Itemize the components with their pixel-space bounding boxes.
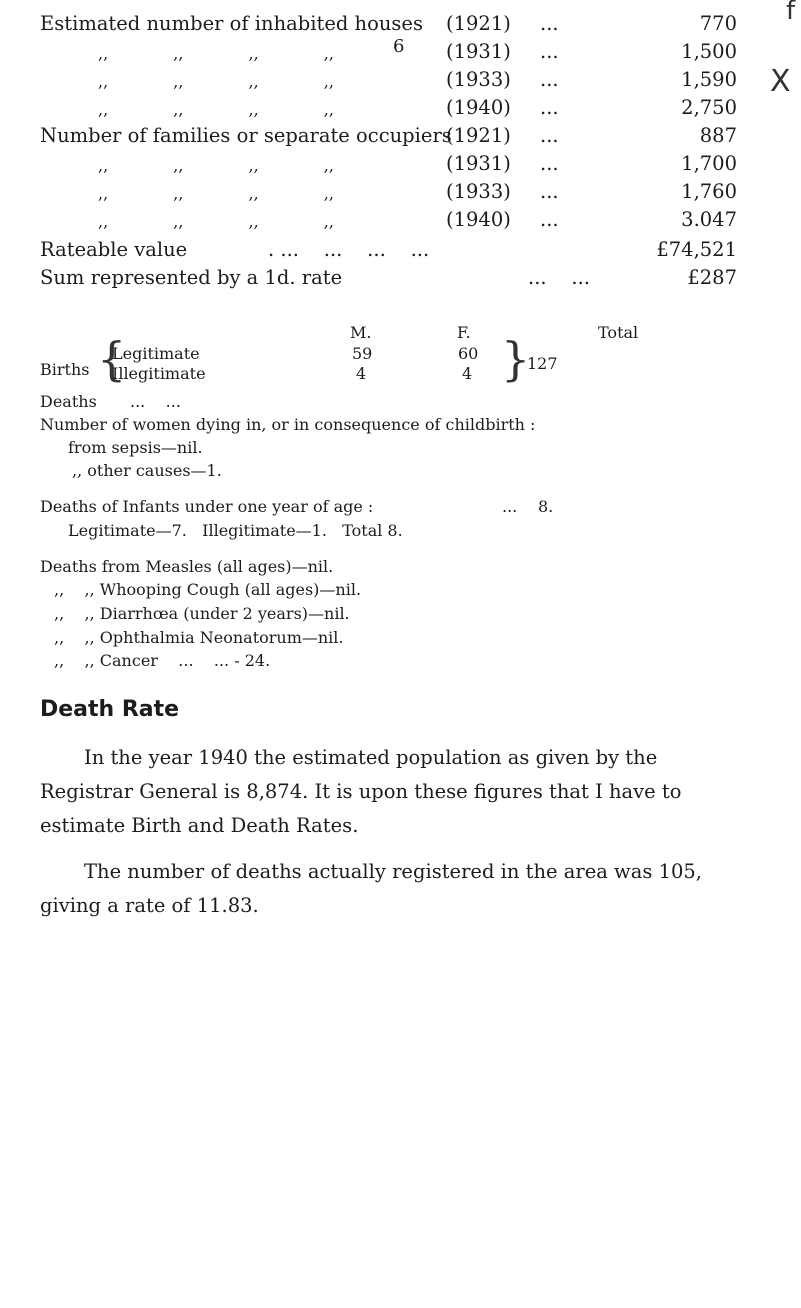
- disease-deaths-line: Deaths from Measles (all ages)—nil.: [40, 557, 334, 576]
- births-f-legit: 60: [458, 344, 479, 363]
- rateable-label: Rateable value: [40, 238, 188, 261]
- disease-deaths-line: ,, ,, Cancer ... ... - 24.: [54, 651, 271, 670]
- houses-dots-1940: ...: [540, 96, 559, 119]
- infant-deaths-dots: ...: [502, 497, 518, 516]
- births-col-f: F.: [457, 323, 471, 342]
- penny-rate-label: Sum represented by a 1d. rate: [40, 266, 343, 289]
- births-f-illegit: 4: [462, 364, 473, 383]
- ditto-marks: ,, ,, ,, ,,: [98, 184, 334, 203]
- deaths-label: Deaths: [40, 392, 97, 411]
- ditto-marks: ,, ,, ,, ,,: [98, 156, 334, 175]
- births-col-total: Total: [598, 323, 639, 342]
- infant-deaths-value: 8.: [538, 497, 554, 516]
- rateable-dots: . ... ... ... ...: [268, 238, 430, 261]
- families-value-1921: 887: [699, 124, 737, 147]
- ditto-marks: ,, ,, ,, ,,: [98, 212, 334, 231]
- houses-year-1933: (1933): [446, 68, 511, 91]
- ditto-marks: ,, ,, ,, ,,: [98, 44, 334, 63]
- houses-dots-1933: ...: [540, 68, 559, 91]
- rateable-value: £74,521: [656, 238, 737, 261]
- disease-deaths-line: ,, ,, Whooping Cough (all ages)—nil.: [54, 580, 362, 599]
- families-year-1940: (1940): [446, 208, 511, 231]
- maternal-sepsis: from sepsis—nil.: [68, 438, 203, 457]
- disease-deaths-line: ,, ,, Ophthalmia Neonatorum—nil.: [54, 628, 344, 647]
- houses-year-1931: (1931): [446, 40, 511, 63]
- births-row-label: Legitimate: [112, 344, 200, 363]
- births-total: 127: [527, 354, 558, 373]
- families-value-1940: 3.047: [681, 208, 737, 231]
- disease-deaths-line: ,, ,, Diarrhœa (under 2 years)—nil.: [54, 604, 350, 623]
- penny-rate-value: £287: [687, 266, 737, 289]
- paragraph: In the year 1940 the estimated population as given by the Registrar General is 8,874. It is upon these figures that I have to estimate Birth and Death Rates.: [40, 746, 682, 837]
- ditto-marks: ,, ,, ,, ,,: [98, 100, 334, 119]
- families-label: Number of families or separate occupiers: [40, 124, 452, 147]
- infant-deaths-line: Deaths of Infants under one year of age :: [40, 497, 374, 516]
- infant-deaths-breakdown: Legitimate—7. Illegitimate—1. Total 8.: [68, 521, 403, 540]
- houses-value-1933: 1,590: [681, 68, 737, 91]
- families-year-1921: (1921): [446, 124, 511, 147]
- families-year-1933: (1933): [446, 180, 511, 203]
- families-year-1931: (1931): [446, 152, 511, 175]
- houses-year-1921: (1921): [446, 12, 511, 35]
- margin-mark-top: f: [786, 0, 796, 26]
- births-right-brace: }: [501, 332, 531, 386]
- houses-label: Estimated number of inhabited houses: [40, 12, 423, 35]
- margin-mark-right: X: [770, 64, 791, 99]
- deaths-dots: ... ...: [130, 392, 181, 411]
- houses-dots-1931: ...: [540, 40, 559, 63]
- families-value-1933: 1,760: [681, 180, 737, 203]
- houses-value-1921: 770: [699, 12, 737, 35]
- houses-value-1940: 2,750: [681, 96, 737, 119]
- paragraph: The number of deaths actually registered in the area was 105, giving a rate of 11.83.: [40, 860, 703, 917]
- maternal-other: ,, other causes—1.: [72, 461, 222, 480]
- maternal-deaths-line: Number of women dying in, or in consequence of childbirth :: [40, 415, 536, 434]
- families-dots-1933: ...: [540, 180, 559, 203]
- births-m-legit: 59: [352, 344, 373, 363]
- families-dots-1931: ...: [540, 152, 559, 175]
- ditto-marks: ,, ,, ,, ,,: [98, 72, 334, 91]
- section-title: Death Rate: [40, 697, 180, 722]
- births-col-m: M.: [350, 323, 372, 342]
- penny-rate-dots: ... ...: [528, 266, 590, 289]
- houses-value-1931: 1,500: [681, 40, 737, 63]
- houses-year-1940: (1940): [446, 96, 511, 119]
- births-m-illegit: 4: [356, 364, 367, 383]
- births-label: Births: [40, 360, 90, 379]
- houses-dots-1921: ...: [540, 12, 559, 35]
- births-left-brace: {: [97, 332, 127, 386]
- families-dots-1921: ...: [540, 124, 559, 147]
- families-dots-1940: ...: [540, 208, 559, 231]
- births-row-label: Illegitimate: [112, 364, 206, 383]
- page-number: 6: [393, 36, 405, 57]
- families-value-1931: 1,700: [681, 152, 737, 175]
